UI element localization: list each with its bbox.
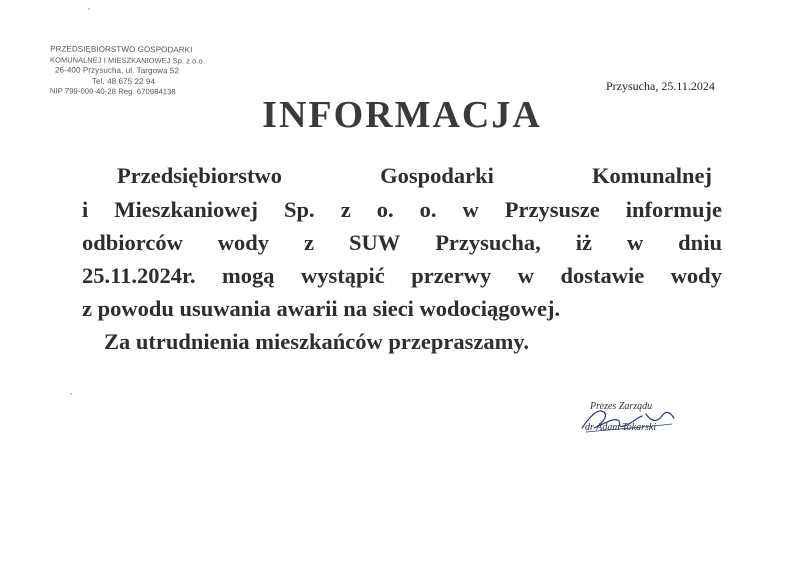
word: w [462,197,479,222]
word: i [82,197,89,222]
word: o. [376,197,394,222]
word: w [517,263,534,288]
word: Przedsiębiorstwo [117,163,282,188]
word: z [340,197,351,222]
stamp-phone: Tel. 48 675 22 94 [91,76,156,86]
word: Przysusze [504,197,600,222]
word: wody [217,230,270,255]
word: SUW [348,230,401,255]
word: Gospodarki [380,163,494,188]
word: Mieszkaniowej [114,197,259,222]
handwritten-signature [576,398,686,438]
stamp-company-type: KOMUNALNEJ I MIESZKANIOWEJ Sp. z o.o. [50,54,205,65]
word: wystąpić [301,263,385,288]
word: z [304,230,315,255]
word: dniu [678,230,722,255]
signature-title: Prezes Zarządu [590,401,653,412]
word: przerwy [411,263,492,288]
stamp-address: 26-400 Przysucha, ul. Targowa 52 [54,65,180,76]
word: Przysucha, [435,230,541,255]
word: odbiorców [82,230,183,255]
word: mogą [222,263,275,288]
word: Sp. [284,197,315,222]
word: Komunalnej [591,163,712,188]
paragraph-row-5: z powodu usuwania awarii na sieci wodociągowej. [82,296,561,321]
document-date: Przysucha, 25.11.2024 [606,79,715,93]
scan-speck [88,8,90,10]
page-title: INFORMACJA [262,94,542,136]
paragraph-row-4 [82,263,722,289]
word: w [626,230,644,255]
word: wody [670,263,722,288]
word: informuje [625,197,722,222]
word: 25.11.2024r. [82,263,196,288]
stamp-tax-ids: NIP 799-000-40-28 Reg. 670984138 [49,86,176,97]
paragraph-row-3 [82,230,722,256]
signature-name: dr Adam Tokarski [585,422,657,433]
word: iż [575,230,593,255]
scan-speck [70,393,72,395]
word: o. [419,197,437,222]
company-stamp [50,44,220,98]
apology-line: Za utrudnienia mieszkańców przepraszamy. [104,329,529,354]
paragraph-row-2 [82,197,722,223]
stamp-company-name: PRZEDSIĘBIORSTWO GOSPODARKI [50,44,193,55]
word: dostawie [560,263,645,288]
paragraph-row-1 [117,163,712,189]
